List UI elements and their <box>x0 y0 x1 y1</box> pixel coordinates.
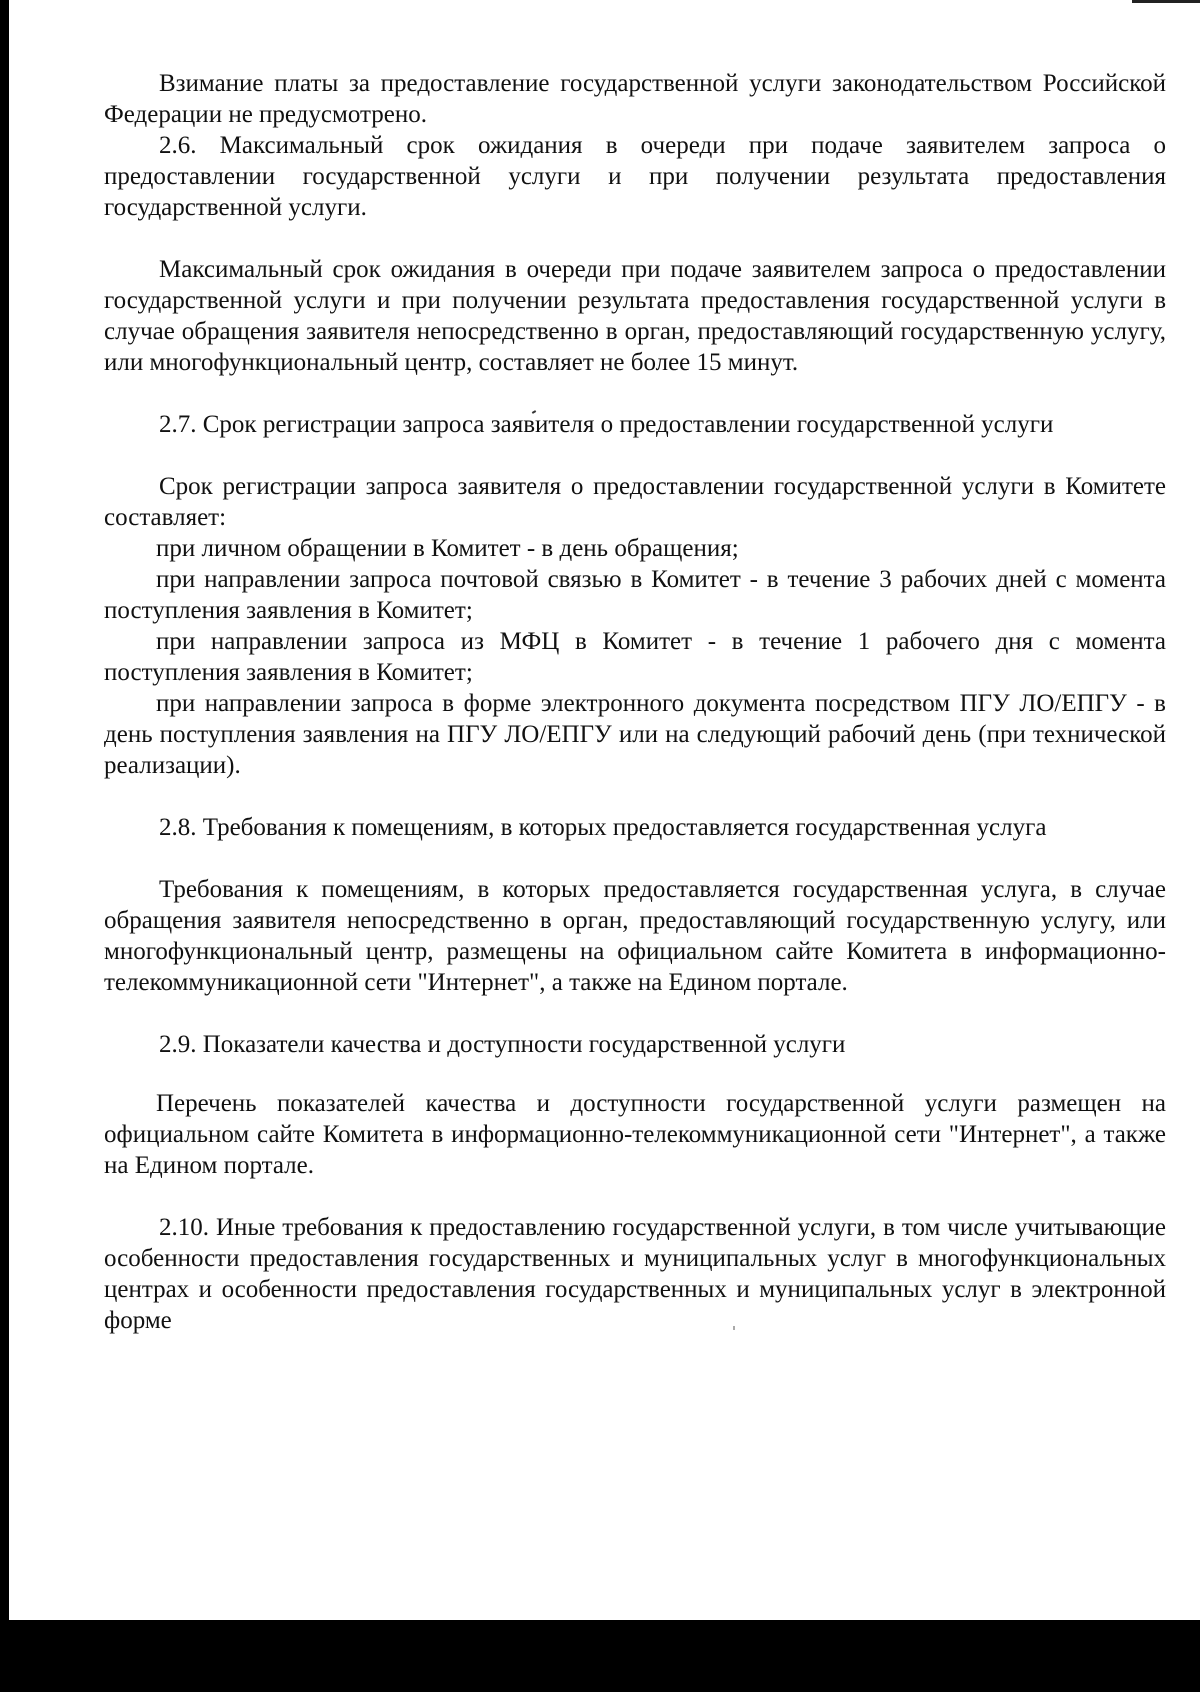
section-heading-2-10: 2.10. Иные требования к предоставлению государственной услуги, в том числе учитывающие особенности предоставления государственных и муниципальных услуг в многофункциональных центрах и особенности предоставления государственных и муниципальных услуг в электронной форме <box>104 1214 1166 1334</box>
paragraph-queue-time: Максимальный срок ожидания в очереди при подаче заявителем запроса о предоставлении государственной услуги и при получении результата предоставления государственной услуги в случае обращения заявителя непосредственно в орган, предоставляющий государственную услугу, или многофункциональный центр, составляет не более 15 минут. <box>104 256 1166 376</box>
list-item-mail: при направлении запроса почтовой связью в Комитет - в течение 3 рабочих дней с момента поступления заявления в Комитет; <box>104 566 1166 624</box>
section-heading-2-9: 2.9. Показатели качества и доступности государственной услуги <box>159 1031 846 1058</box>
paragraph-fee: Взимание платы за предоставление государственной услуги законодательством Российской Федерации не предусмотрено. <box>104 70 1166 128</box>
paragraph-premises: Требования к помещениям, в которых предоставляется государственная услуга, в случае обращения заявителя непосредственно в орган, предоставляющий государственную услугу, или многофункциональный центр, размещены на официальном сайте Комитета в информационно-телекоммуникационной сети "Интернет", а также на Едином портале. <box>104 876 1166 996</box>
list-item-electronic: при направлении запроса в форме электронного документа посредством ПГУ ЛО/ЕПГУ - в день поступления заявления на ПГУ ЛО/ЕПГУ или на следующий рабочий день (при технической реализации). <box>104 690 1166 779</box>
section-heading-2-6: 2.6. Максимальный срок ожидания в очереди при подаче заявителем запроса о предоставлении государственной услуги и при получении результата предоставления государственной услуги. <box>104 132 1166 221</box>
paragraph-registration-term: Срок регистрации запроса заявителя о предоставлении государственной услуги в Комитете составляет: <box>104 473 1166 531</box>
scan-bottom-band <box>0 1620 1200 1692</box>
paragraph-quality: Перечень показателей качества и доступности государственной услуги размещен на официальном сайте Комитета в информационно-телекоммуникационной сети "Интернет", а также на Едином портале. <box>104 1090 1166 1179</box>
scan-top-rule <box>1132 0 1200 3</box>
scan-left-edge <box>0 0 9 1692</box>
list-item-mfc: при направлении запроса из МФЦ в Комитет - в течение 1 рабочего дня с момента поступления заявления в Комитет; <box>104 628 1166 686</box>
section-heading-2-8: 2.8. Требования к помещениям, в которых предоставляется государственная услуга <box>159 814 1047 841</box>
section-heading-2-7: 2.7. Срок регистрации запроса заявителя о предоставлении государственной услуги <box>159 411 1054 438</box>
list-item-personal: при личном обращении в Комитет - в день обращения; <box>156 535 739 562</box>
document-page <box>104 68 1166 1336</box>
